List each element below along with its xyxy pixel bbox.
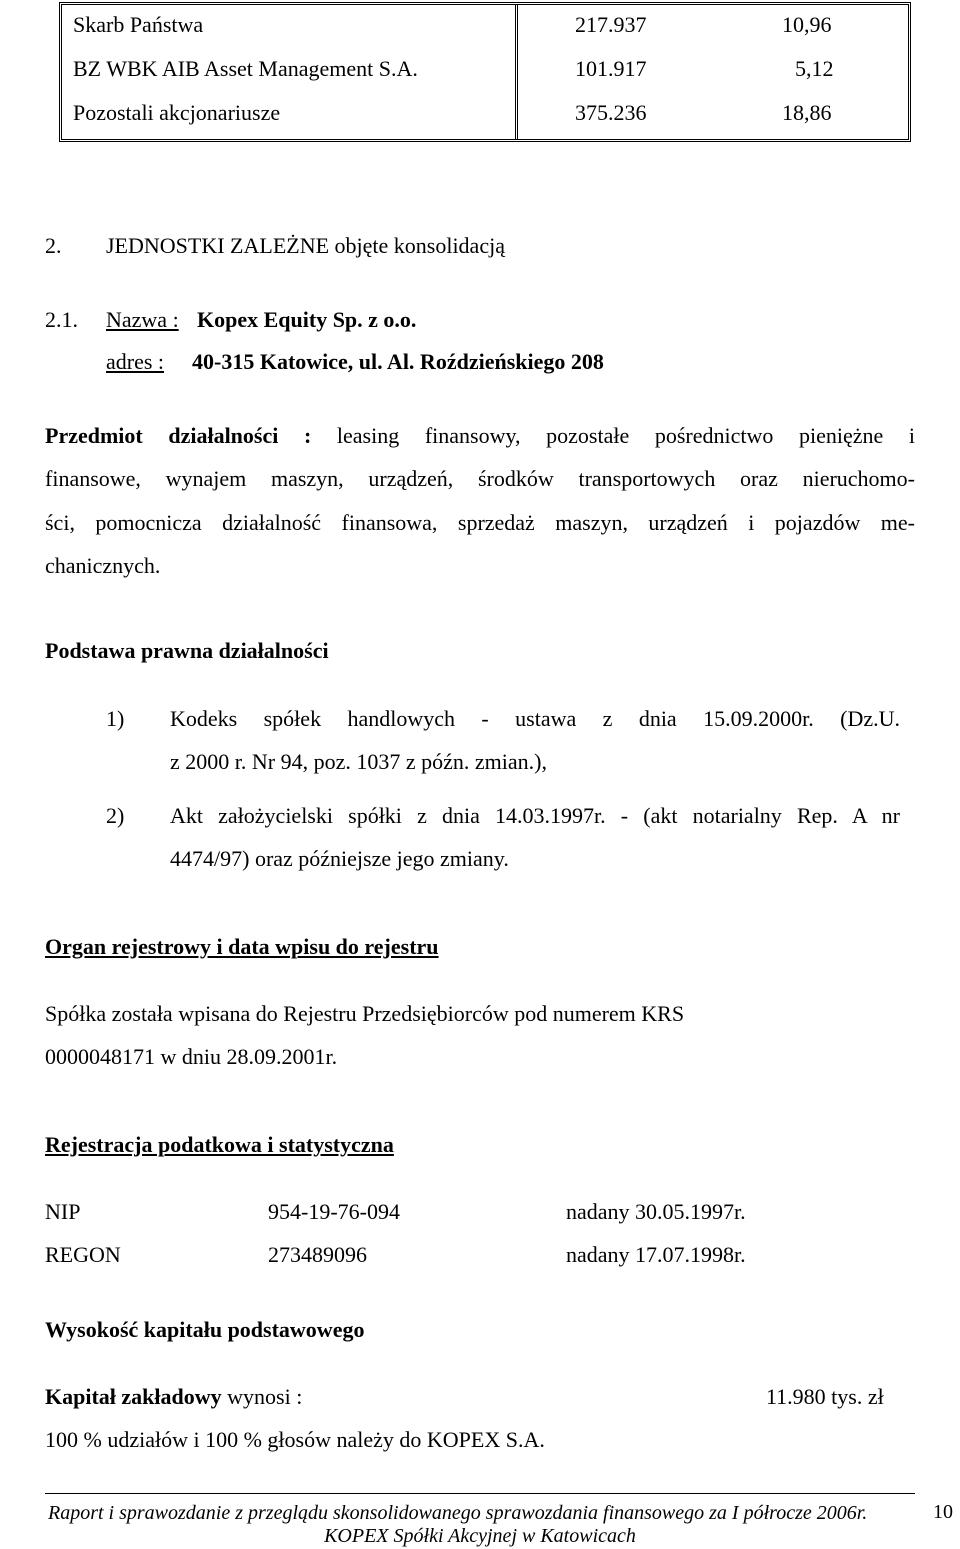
capital-heading: Wysokość kapitału podstawowego bbox=[45, 1317, 365, 1342]
capital-label bbox=[45, 1384, 302, 1410]
shareholder-shares: 375.236 bbox=[575, 100, 647, 125]
shareholder-percent: 10,96 bbox=[782, 12, 832, 37]
company-address: 40-315 Katowice, ul. Al. Roździeńskiego 208 bbox=[192, 349, 604, 374]
legal-item-1-line-2: z 2000 r. Nr 94, poz. 1037 z późn. zmian.), bbox=[170, 749, 547, 774]
legal-basis-heading: Podstawa prawna działalności bbox=[45, 638, 329, 663]
capital-label-rest: wynosi : bbox=[227, 1384, 303, 1409]
capital-label-bold: Kapitał zakładowy bbox=[45, 1384, 222, 1409]
shareholders-table bbox=[59, 2, 911, 142]
activity-text: leasing finansowy, pozostałe pośrednictwo pieniężne i bbox=[336, 423, 915, 448]
name-label: Nazwa : bbox=[106, 307, 179, 332]
footer-line-2: KOPEX Spółki Akcyjnej w Katowicach bbox=[324, 1525, 636, 1547]
legal-item-1-line-1: Kodeks spółek handlowych - ustawa z dnia 15.09.2000r. (Dz.U. bbox=[170, 706, 900, 731]
footer-line-1: Raport i sprawozdanie z przeglądu skonsolidowanego sprawozdania finansowego za I półrocze 2006r. bbox=[48, 1502, 868, 1524]
activity-line-2: finansowe, wynajem maszyn, urządzeń, środków transportowych oraz nieruchomo- bbox=[45, 466, 915, 491]
page-number: 10 bbox=[933, 1501, 953, 1523]
regon-label: REGON bbox=[45, 1242, 121, 1267]
shareholder-shares: 101.917 bbox=[575, 56, 647, 81]
table-column-divider bbox=[515, 5, 518, 139]
registry-line-1: Spółka została wpisana do Rejestru Przedsiębiorców pod numerem KRS bbox=[45, 1001, 685, 1026]
shareholder-name: Pozostali akcjonariusze bbox=[73, 100, 281, 125]
shareholder-percent: 5,12 bbox=[795, 56, 834, 81]
subsection-number: 2.1. bbox=[45, 307, 78, 332]
shareholder-name: Skarb Państwa bbox=[73, 12, 204, 37]
activity-line-4: chanicznych. bbox=[45, 553, 161, 578]
section-title: JEDNOSTKI ZALEŻNE objęte konsolidacją bbox=[106, 233, 505, 258]
activity-line-1 bbox=[45, 423, 915, 449]
registry-heading: Organ rejestrowy i data wpisu do rejestru bbox=[45, 934, 439, 959]
registry-line-2: 0000048171 w dniu 28.09.2001r. bbox=[45, 1044, 338, 1069]
tax-heading: Rejestracja podatkowa i statystyczna bbox=[45, 1132, 394, 1157]
activity-line-3: ści, pomocnicza działalność finansowa, sprzedaż maszyn, urządzeń i pojazdów me- bbox=[45, 510, 915, 535]
nip-date: nadany 30.05.1997r. bbox=[566, 1199, 746, 1224]
section-number: 2. bbox=[45, 233, 62, 258]
nip-label: NIP bbox=[45, 1199, 81, 1224]
nip-number: 954-19-76-094 bbox=[268, 1199, 400, 1224]
legal-item-2-line-1: Akt założycielski spółki z dnia 14.03.1997r. - (akt notarialny Rep. A nr bbox=[170, 803, 900, 828]
regon-number: 273489096 bbox=[268, 1242, 367, 1267]
capital-amount: 11.980 tys. zł bbox=[766, 1384, 884, 1409]
legal-item-2-line-2: 4474/97) oraz późniejsze jego zmiany. bbox=[170, 846, 509, 871]
list-number: 2) bbox=[106, 803, 125, 828]
regon-date: nadany 17.07.1998r. bbox=[566, 1242, 746, 1267]
ownership-statement: 100 % udziałów i 100 % głosów należy do KOPEX S.A. bbox=[45, 1427, 545, 1452]
shareholder-name: BZ WBK AIB Asset Management S.A. bbox=[73, 56, 418, 81]
shareholder-percent: 18,86 bbox=[782, 100, 832, 125]
address-label: adres : bbox=[106, 349, 165, 374]
activity-label: Przedmiot działalności : bbox=[45, 423, 312, 448]
list-number: 1) bbox=[106, 706, 125, 731]
shareholder-shares: 217.937 bbox=[575, 12, 647, 37]
company-name: Kopex Equity Sp. z o.o. bbox=[197, 307, 417, 332]
footer-rule bbox=[45, 1493, 915, 1494]
